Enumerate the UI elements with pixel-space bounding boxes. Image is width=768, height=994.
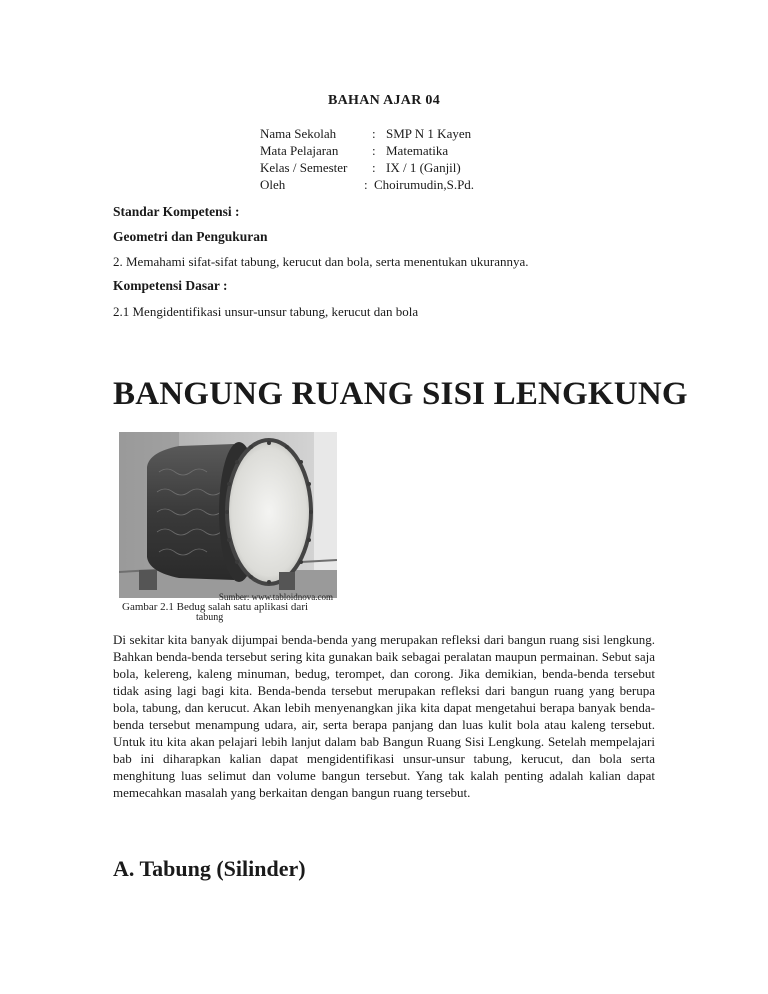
info-label: Nama Sekolah [260,126,337,141]
section-heading-tabung: A. Tabung (Silinder) [113,856,306,881]
figure-source: Sumber: www.tabloidnova.com [218,592,333,602]
info-row-author [260,176,474,193]
info-row-class [260,159,474,176]
kompetensi-dasar-heading: Kompetensi Dasar : [113,278,228,293]
info-value: IX / 1 (Ganjil) [386,160,461,175]
caption-line-2: tabung [196,612,224,623]
chapter-title: BANGUNG RUANG SISI LENGKUNG [113,376,688,412]
bedug-drum-illustration [119,432,337,598]
figure-caption [122,592,337,623]
info-separator: : [372,143,376,158]
school-info-block [260,125,474,193]
info-separator: : [372,126,376,141]
body-paragraph: Di sekitar kita banyak dijumpai benda-benda yang merupakan refleksi dari bangun ruang sisi lengkung. Bahkan benda-benda tersebut sering kita gunakan baik sebagai peralatan maupun permainan. Sebut saja bola, kelereng, kaleng minuman, bedug, terompet, dan corong. Jika demikian, benda-benda tersebut tidak asing lagi bagi kita. Benda-benda tersebut merupakan refleksi dari bangun ruang yang berupa bola, tabung, dan kerucut. Akan lebih menyenangkan jika kita dapat mengetahui berapa banyak benda-benda tersebut menampung udara, air, serta berapa panjang dan luas kulit bola atau kaleng tersebut. Untuk itu kita akan pelajari lebih lanjut dalam bab Bangun Ruang Sisi Lengkung. Setelah mempelajari bab ini diharapkan kalian dapat mengidentifikasi unsur-unsur tabung, kerucut, dan bola serta menghitung luas selimut dan volume bangun tersebut. Yang tak kalah penting adalah kalian dapat memecahkan masalah yang berkaitan dengan bangun ruang tersebut. [113,632,655,800]
standar-kompetensi-text: 2. Memahami sifat-sifat tabung, kerucut dan bola, serta menentukan ukurannya. [113,254,529,269]
info-separator: : [372,160,376,175]
info-separator: : [364,177,368,192]
standar-kompetensi-subheading: Geometri dan Pengukuran [113,229,268,244]
standar-kompetensi-heading: Standar Kompetensi : [113,204,240,219]
document-title: BAHAN AJAR 04 [327,93,441,108]
info-label: Mata Pelajaran [260,143,339,158]
info-value: Matematika [386,143,449,158]
info-row-school [260,125,474,142]
bedug-photo [119,432,337,598]
kompetensi-dasar-text: 2.1 Mengidentifikasi unsur-unsur tabung, kerucut dan bola [113,304,419,319]
info-label: Oleh [260,177,286,192]
caption-line-1: Gambar 2.1 Bedug salah satu aplikasi dari [122,601,309,613]
info-value: Choirumudin,S.Pd. [374,177,475,192]
info-value: SMP N 1 Kayen [386,126,472,141]
info-label: Kelas / Semester [260,160,348,175]
info-row-subject [260,142,474,159]
